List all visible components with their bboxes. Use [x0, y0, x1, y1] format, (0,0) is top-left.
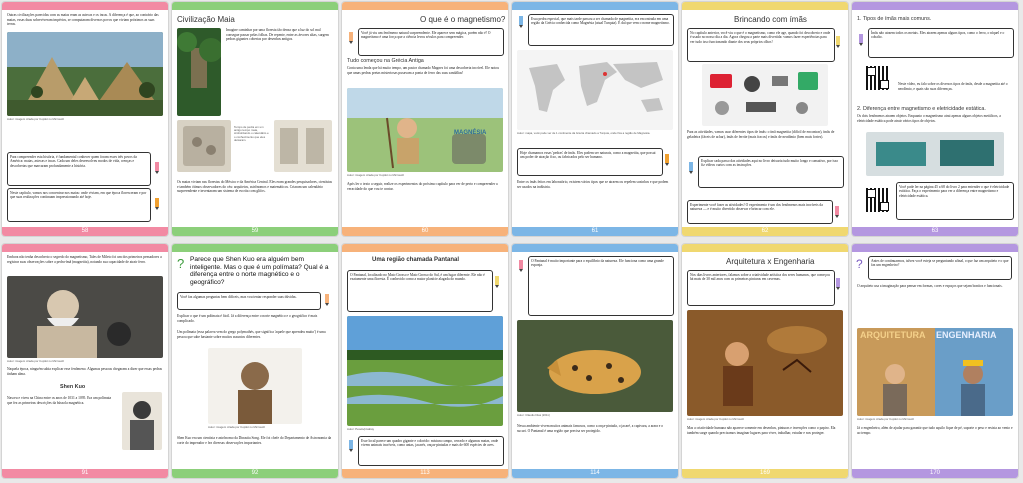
page-top-bar	[512, 244, 678, 252]
info-box	[358, 436, 504, 466]
page-text: Explicar o que é um polímata é fácil. Já a diferença entre o norte magnético e o geográfico é mais complicado.	[177, 314, 318, 323]
page-text: Imagine caminhar por uma floresta tão densa que a luz do sol mal consegue passar pelas folhas. De repente, entre as árvores altas, surgem pedras gigantes cobertas por desenhos antigos.	[226, 28, 329, 42]
page-top-bar	[852, 2, 1018, 10]
jaguar-image	[517, 320, 673, 412]
page-number-bar	[2, 469, 168, 478]
page-number: 169	[759, 470, 770, 476]
world-map-image	[517, 50, 673, 130]
info-box-text: Hoje chamamos essas 'pedras' de ímãs. Eles podem ser naturais, como a magnetita, que possui um poder de atração fixo, ou fabricados pelo ser humano.	[520, 150, 656, 159]
info-box	[687, 28, 835, 62]
image-caption: Autor: Pexels/pixabay	[347, 427, 375, 431]
info-box	[698, 156, 844, 188]
page-number: 92	[251, 470, 259, 476]
page-text: O arquiteto usa a imaginação para pensar em formas, cores e espaços que sejam bonitos e funcionais.	[857, 284, 1003, 288]
info-box	[687, 200, 833, 224]
svg-text:?: ?	[856, 257, 863, 270]
page-114[interactable]	[512, 244, 678, 478]
page-number: 63	[931, 228, 939, 234]
pencil-icon	[494, 276, 500, 288]
engineering-label: ENGENHARIA	[936, 330, 997, 340]
page-number-bar	[682, 469, 848, 478]
info-box-text: Explicar cada passo das atividades aqui no livro deixaria tudo muito longo e cansativo, por isso fiz vídeos curtos com as instruções.	[701, 158, 839, 167]
info-box	[347, 270, 493, 312]
page-top-bar	[682, 244, 848, 252]
image-caption: Autor: mapa, você pode ver de 1 continente da Grécia chamado a Turquia, onde fica a região de Magnésia.	[517, 131, 651, 135]
page-text: Conta uma lenda que há muito tempo, um pastor chamado Magnes foi uma descoberta incrível. Ele notou que umas pedras pretas misteriosas puxavam a ponta de ferro das suas sandálias!	[347, 66, 499, 75]
info-box	[896, 182, 1014, 220]
page-number: 113	[420, 470, 430, 476]
page-top-bar	[2, 244, 168, 252]
page-top-bar	[852, 244, 1018, 252]
image-caption: Autor: imagem criada por Copilot no Microsoft	[7, 117, 64, 121]
info-box-text: Você faz algumas perguntas bem difíceis, mas vou tentar responder suas dúvidas.	[180, 294, 297, 299]
section-heading: 1. Tipos de ímãs mais comuns.	[857, 16, 932, 22]
page-number-bar	[172, 227, 338, 236]
info-box-text: Neste capítulo, vamos nos concentrar nos maias: onde viviam, em que época floresceram e por que suas realizações continuam impressionando até hoje.	[10, 190, 147, 199]
info-box	[177, 292, 321, 310]
page-91[interactable]	[2, 244, 168, 478]
info-box-text: Para compreender esta história, é fundamental conhecer quem foram esses três povos da América: maias, astecas e incas. Cada um deles desenvolveu modos de vida, crenças e descobertas que marcaram profundamente a história.	[10, 154, 137, 168]
image-caption: Autor: imagem criada por Copilot no Microsoft	[7, 359, 64, 363]
page-number: 114	[590, 470, 600, 476]
pencil-icon	[688, 162, 694, 174]
svg-text:?: ?	[177, 256, 185, 270]
pencil-icon	[835, 36, 841, 48]
section-heading: 2. Diferença entre magnetismo e eletricidade estática.	[857, 106, 986, 112]
info-box-text: Esse local parece um quadro gigante e colorido: mistura campo, cerrado e algumas matas, onde vivem animais incríveis, como antas, jacarés, onças-pintadas e mais de 600 espécies de aves.	[361, 438, 499, 447]
page-number-bar	[342, 227, 508, 236]
page-text: Shen Kuo era um cientista e astrônomo da Dinastia Song. Ele foi chefe do Departamento de Astronomia da corte do imperador e fez diversas observações importantes.	[177, 436, 332, 445]
shen-kuo-portrait	[122, 392, 162, 450]
page-63[interactable]	[852, 2, 1018, 236]
page-number: 59	[251, 228, 259, 234]
page-text: Naquela época, ninguém sabia explicar esse fenômeno. Algumas pessoas chegaram a dizer que essas pedras tinham alma.	[7, 367, 163, 376]
page-number-bar	[342, 469, 508, 478]
page-title: Arquitetura x Engenharia	[726, 257, 815, 266]
page-number: 170	[929, 470, 940, 476]
page-title: Civilização Maia	[177, 15, 235, 24]
page-text: Embora não tenha descoberto o segredo do magnetismo, Tales de Mileto foi um dos primeiros pensadores a registrar suas observações sobre a pedra-ímã (magnetita), notando sua capacidade de atrair ferro.	[7, 255, 162, 264]
page-text: Para as atividades, vamos usar diferentes tipos de ímãs: o ímã magnetita (difícil de encontrar), ímãs de geladeira (fáceis de achar), ímãs de ferrite (mais fracos) e ímãs de neodímio (bem mais fortes).	[687, 130, 835, 139]
pencil-icon	[834, 206, 840, 218]
page-number-bar	[2, 227, 168, 236]
architecture-engineering-image	[857, 328, 1013, 416]
magnets-image	[702, 64, 828, 126]
pencil-icon	[835, 278, 841, 290]
page-58[interactable]	[2, 2, 168, 236]
qr-code-icon[interactable]	[866, 66, 890, 90]
page-top-bar	[172, 2, 338, 10]
pantanal-landscape-image	[347, 316, 503, 426]
image-caption: Autor: imagem criada por Copilot no Microsoft	[687, 417, 744, 421]
page-text: Um polímata (essa palavra vem do grego polymathés, que significa 'aquele que aprendeu muito') é uma pessoa que sabe bastante sobre muitos assuntos diferentes.	[177, 330, 326, 339]
page-top-bar	[682, 2, 848, 10]
info-box-text: Você pode ler na página 45 a 68 do livro 2 para entender o que é eletricidade estática. Faça o experimento para ver a diferença entre magnetismo e eletricidade estática.	[899, 184, 1010, 198]
page-text: Neste vídeo, eu falo sobre os diversos tipos de ímãs, desde a magnetita até o neodímio, e quais são suas diferenças.	[898, 82, 1008, 91]
page-92[interactable]	[172, 244, 338, 478]
tales-of-miletus-image	[7, 276, 163, 358]
page-text: Os maias viviam nas florestas do México e da América Central. Eles eram grandes pesquisadores, cientistas e também ótimos observadores do céu: arquitetos, astrônomos e matemáticos. Criaram um calendário surpreendente e inventaram um sistema de escrita com glifos.	[177, 180, 332, 194]
page-number-bar	[852, 469, 1018, 478]
pencil-icon	[518, 260, 524, 272]
page-title: O que é o magnetismo?	[420, 15, 506, 24]
page-113[interactable]	[342, 244, 508, 478]
question-icon	[856, 256, 866, 270]
page-text: Após ler o texto a seguir, realize os experimentos do próximo capítulo para ver de perto e compreender a veracidade do que vou te contar.	[347, 182, 498, 191]
section-heading: Tudo começou na Grécia Antiga	[347, 58, 424, 64]
page-text: Outras civilizações parecidas com as maias eram as astecas e os incas. A diferença é que, ao contrário das maias, essas duas sobreviveram impérios, se computaram diversos povos que viviam próximos as suas terras.	[7, 13, 159, 27]
pencil-icon	[348, 32, 354, 44]
page-60[interactable]	[342, 2, 508, 236]
pencil-icon	[858, 34, 864, 46]
pencil-icon	[518, 16, 524, 28]
image-caption: Autor: imagem criada por Copilot no Microsoft	[857, 417, 914, 421]
page-number-bar	[172, 469, 338, 478]
page-title: Brincando com ímãs	[734, 15, 807, 24]
page-text: Os dois fenômenos atraem objetos. Enquanto o magnetismo atrai apenas alguns objetos metálicos, a eletricidade estática pode atrair vários tipos de objetos.	[857, 114, 1001, 123]
info-box-text: Nos dias livros anteriores, falamos sobre a criatividade artística dos seres humanos, que começou há mais de 30 mil anos com as primeiras pinturas em cavernas.	[690, 272, 830, 281]
image-caption: Autor: imagem criada por Copilot no Microsoft	[208, 425, 265, 429]
headline-question: Parece que Shen Kuo era alguém bem inteligente. Mas o que é um polímata? Qual é a diferença entre o norte magnético e o geográfico?	[190, 256, 329, 286]
page-number-bar	[682, 227, 848, 236]
info-box	[528, 256, 674, 316]
glyphs-image	[274, 120, 332, 172]
page-59[interactable]	[172, 2, 338, 236]
person-name: Shen Kuo	[60, 384, 86, 390]
jungle-image	[177, 28, 221, 116]
info-box	[358, 28, 504, 56]
maya-pyramids-image	[7, 32, 163, 116]
pencil-icon	[664, 154, 670, 166]
info-box	[517, 148, 663, 176]
page-text: Já o engenheiro, além de ajudar para garantir que tudo aquilo fique de pé, suporte o peso e resista ao vento e ao tempo.	[857, 426, 1013, 435]
page-text: Mas a criatividade humana não aparece somente em desenhos, pinturas e invenções como o papiro. Ela também surge quando precisamos imaginar lugares para viver, trabalhar, estudar e nos proteger.	[687, 426, 836, 435]
page-number: 58	[81, 228, 89, 234]
page-top-bar	[512, 2, 678, 10]
info-box-text: No capítulo anterior, você viu o que é o magnetismo, como ele age, quando foi descoberto e onde é usado no nosso dia a dia. Agora chegou a parte mais divertida: vamos fazer experiências para ver tudo isso funcionando diante dos seus próprios olhos!	[690, 30, 831, 44]
pencil-icon	[324, 294, 330, 306]
info-box-text: O Pantanal, localizado no Mato Grosso e Mato Grosso do Sul, é um lugar diferente. Ele não é exatamente uma floresta. É conhecido como a maior planície alagada do mundo.	[350, 272, 485, 281]
shen-kuo-bust-image	[208, 348, 302, 424]
info-box	[687, 270, 835, 306]
info-box-text: Ímãs não atraem todos os metais. Eles atraem apenas alguns tipos, como o ferro, o níquel e o cobalto.	[871, 30, 1005, 39]
page-62[interactable]	[682, 2, 848, 236]
info-box	[7, 152, 151, 186]
image-caption: Autor: Cláudio Dias (2011)	[517, 413, 550, 417]
page-top-bar	[342, 244, 508, 252]
info-box	[868, 28, 1014, 58]
image-caption: Autor: imagem criada por Copilot no Microsoft	[347, 173, 404, 177]
page-text: Entre os ímãs feitos em laboratório, existem vários tipos que se atraem ou repelem sozinhos e que podem ser usados na indústria.	[517, 180, 669, 189]
page-61[interactable]	[512, 2, 678, 236]
page-top-bar	[342, 2, 508, 10]
pencil-icon	[348, 440, 354, 452]
page-text: Nessa ambiente vivem muitos animais famosos, como a onça-pintada, o jacaré, a capivara, a arara e o sucuri. O Pantanal é uma região que precisa ser protegido.	[517, 424, 664, 433]
page-top-bar	[2, 2, 168, 10]
info-box-text: O Pantanal é muito importante para o equilíbrio da natureza. Ele funciona como uma grande esponja.	[531, 258, 664, 267]
pencil-icon	[154, 162, 160, 174]
info-box	[528, 14, 674, 46]
page-170[interactable]	[852, 244, 1018, 478]
info-box-text: Você já viu um fenômeno natural surpreendente. Ele aparece sem mágica, porém não é! O magnetismo é uma força que a ciência levou séculos para compreender.	[361, 30, 491, 39]
page-number: 61	[591, 228, 599, 234]
page-169[interactable]	[682, 244, 848, 478]
info-box-text: Essa pedra especial, que mais tarde passou a ser chamada de magnetita, era encontrada em uma região da Grécia conhecida como Magnésia (atual Turquia). É daí que vem o nome magnetismo.	[531, 16, 670, 25]
page-number-bar	[852, 227, 1018, 236]
page-text: Nasceu e viveu na China entre os anos de 1031 a 1095. Era um polímata que fez as primeiras descrições da bússola magnética.	[7, 396, 112, 405]
page-number-bar	[512, 469, 678, 478]
cave-painting-image	[687, 310, 843, 416]
question-icon	[176, 256, 188, 270]
page-number: 62	[761, 228, 769, 234]
stone-carving-image	[177, 120, 231, 172]
page-title: Uma região chamada Pantanal	[372, 257, 460, 263]
info-box	[868, 256, 1012, 280]
page-number: 60	[421, 228, 429, 234]
info-box	[7, 188, 151, 222]
page-top-bar	[172, 244, 338, 252]
info-box-text: Experimente você fazer as atividades! O experimento é um dos fenômenos mais incríveis da natureza — e é muito divertido observar e brincar com ele.	[690, 202, 823, 211]
page-number: 91	[81, 470, 89, 476]
pencil-icon	[154, 198, 160, 210]
info-box-text: Antes de continuarmos, talvez você esteja se perguntando afinal, o que faz um arquiteto e o que faz um engenheiro?	[871, 258, 1009, 267]
experiment-image	[866, 132, 1004, 176]
qr-code-icon[interactable]	[866, 188, 890, 212]
image-label: MAGNÉSIA	[454, 130, 487, 136]
architecture-label: ARQUITETURA	[860, 330, 926, 340]
page-number-bar	[512, 227, 678, 236]
image-caption: Tempo de pedra em um antigo tempo maia, simbolizando o calendário e o conhecimento que eles deixaram.	[234, 125, 269, 142]
